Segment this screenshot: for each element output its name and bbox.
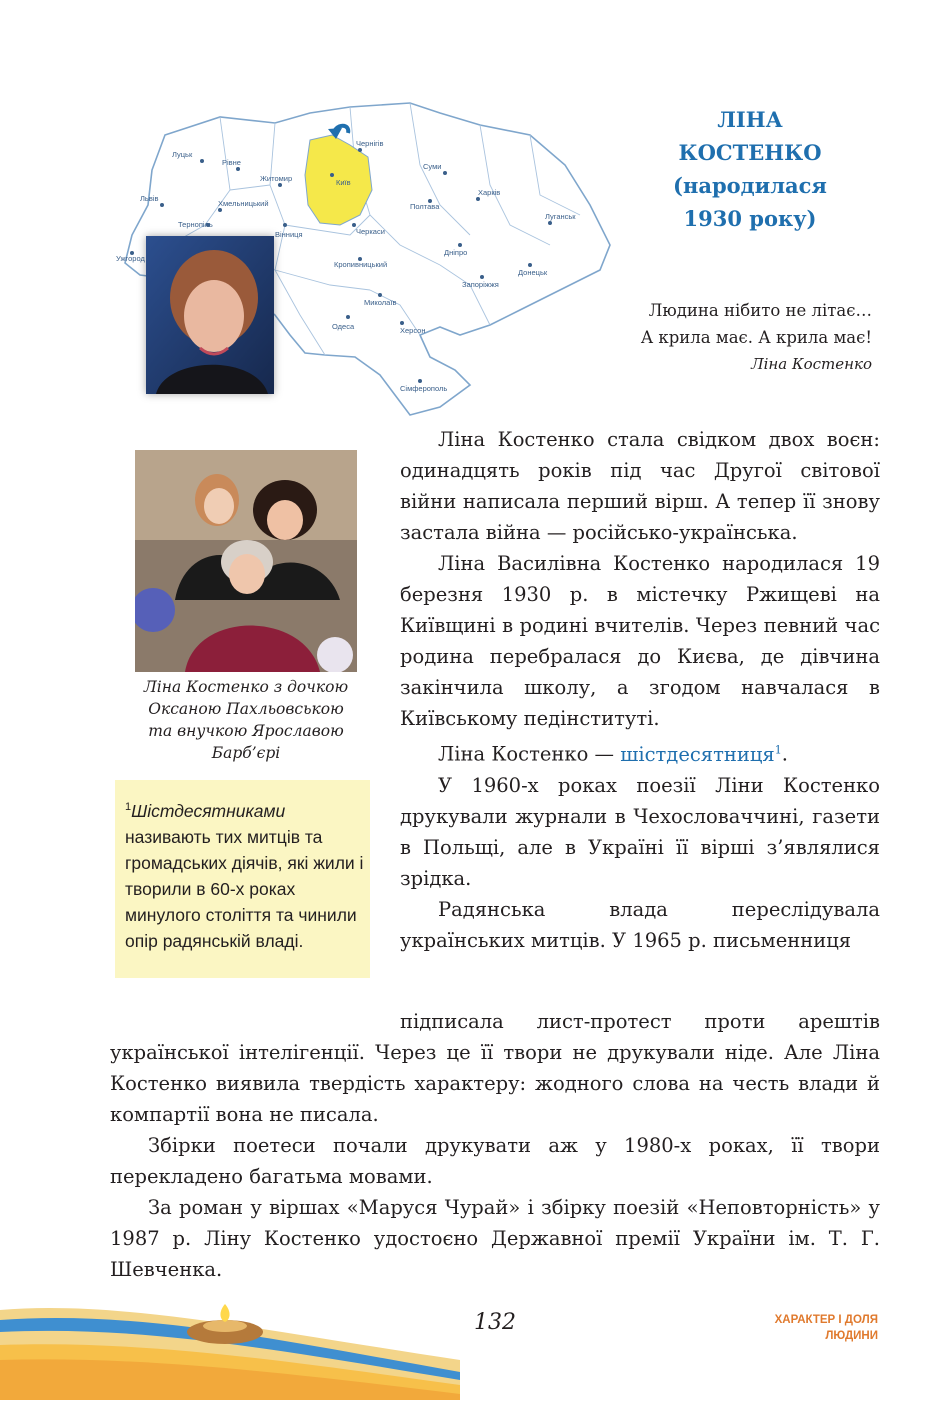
city-label: Сімферополь [400, 384, 448, 393]
body-column [400, 424, 880, 956]
epigraph-line: А крила має. А крила має! [640, 328, 872, 347]
city-label: Полтава [410, 202, 440, 211]
paragraph-text: . [781, 742, 788, 766]
title-line: 1930 року) [683, 206, 817, 231]
city-label: Миколаїв [364, 298, 397, 307]
body-paragraph [400, 734, 880, 770]
page-title [620, 103, 880, 235]
title-line: КОСТЕНКО [678, 140, 822, 165]
portrait-image [146, 236, 274, 394]
family-photo [135, 450, 357, 672]
epigraph-author: Ліна Костенко [751, 355, 872, 373]
photo-caption [112, 676, 380, 764]
city-label: Кропивницький [334, 260, 388, 269]
body-full-width [110, 1006, 880, 1285]
title-line: (народилася [673, 173, 827, 198]
caption-line: Оксаною Пахльовською [148, 700, 344, 718]
footnote-mark: 1 [125, 801, 132, 813]
epigraph [560, 297, 872, 378]
city-label: Суми [423, 162, 442, 171]
city-label: Харків [478, 188, 501, 197]
body-paragraph: За роман у віршах «Маруся Чурай» і збірку поезій «Неповторність» у 1987 р. Ліну Костенко удостоєно Державної премії України ім. Т. Г. Шевченка. [110, 1196, 880, 1281]
section-title-line: ХАРАКТЕР І ДОЛЯ [774, 1314, 878, 1326]
city-label: Луганськ [545, 212, 576, 221]
section-title-line: ЛЮДИНИ [825, 1330, 878, 1342]
city-label: Тернопіль [178, 220, 213, 229]
body-paragraph [110, 1006, 880, 1130]
city-label: Луцьк [172, 150, 193, 159]
portrait-photo [146, 236, 274, 394]
paragraph-text: Ліна Костенко — [438, 742, 621, 766]
paragraph-text: підписала лист-протест проти арештів української інтелігенції. Через це її твори не друкували ніде. Але Ліна Костенко виявила твердість характеру: жодного слова на честь влади й компартії вона не писала. [110, 1010, 880, 1126]
city-label: Рівне [222, 158, 241, 167]
body-paragraph: Радянська влада переслідувала українських митців. У 1965 р. письменниця [400, 897, 880, 952]
caption-line: та внучкою Ярославою [148, 722, 344, 740]
footer-decoration [0, 1290, 460, 1400]
body-paragraph: Збірки поетеси почали друкувати аж у 1980-х роках, її твори перекладено багатьма мовами. [110, 1134, 880, 1188]
body-paragraph: Ліна Костенко стала свідком двох воєн: одинадцять років під час Другої світової війни написала перший вірш. А тепер її знову застала війна — російсько-українська. [400, 428, 880, 544]
body-paragraph: Ліна Василівна Костенко народилася 19 березня 1930 р. в містечку Ржищеві на Київщині в родині вчителів. Через певний час родина перебралася до Києва, де дівчина закінчила школу, а згодом навчалася в Київському педінституті. [400, 552, 880, 730]
term-link-text: шістдесятниця [620, 742, 775, 766]
city-label: Донецьк [518, 268, 548, 277]
family-image [135, 450, 357, 672]
epigraph-line: Людина нібито не літає… [648, 301, 872, 320]
section-title [720, 1312, 878, 1344]
city-label: Черкаси [356, 227, 385, 236]
footer-waves [0, 1290, 460, 1400]
city-label: Київ [336, 178, 351, 187]
city-label: Хмельницький [218, 199, 269, 208]
footnote-text: називають тих митців та громадських діячів, які жили і творили в 60-х роках минулого століття та чинили опір радянській владі. [125, 826, 364, 951]
body-paragraph: У 1960-х роках поезії Ліни Костенко друкували журнали в Чехословаччині, газети в Польщі, але в Україні її вірші з’являлися зрідка. [400, 773, 880, 890]
flame-icon [220, 1304, 229, 1322]
term-link[interactable] [620, 743, 781, 766]
city-label: Ужгород [116, 254, 145, 263]
caption-line: Барб’єрі [211, 744, 281, 762]
city-label: Вінниця [275, 230, 303, 239]
city-label: Чернігів [356, 139, 384, 148]
city-label: Дніпро [444, 248, 468, 257]
footnote-ref: 1 [774, 743, 782, 756]
city-label: Львів [140, 194, 159, 203]
footnote-box [115, 780, 370, 978]
caption-line: Ліна Костенко з дочкою [143, 678, 349, 696]
city-label: Херсон [400, 326, 426, 335]
page-number: 132 [474, 1310, 516, 1335]
city-label: Одеса [332, 322, 355, 331]
city-label: Житомир [260, 174, 293, 183]
footnote-term: Шістдесятниками [131, 800, 286, 821]
city-label: Запоріжжя [462, 280, 499, 289]
title-line: ЛІНА [717, 107, 783, 132]
